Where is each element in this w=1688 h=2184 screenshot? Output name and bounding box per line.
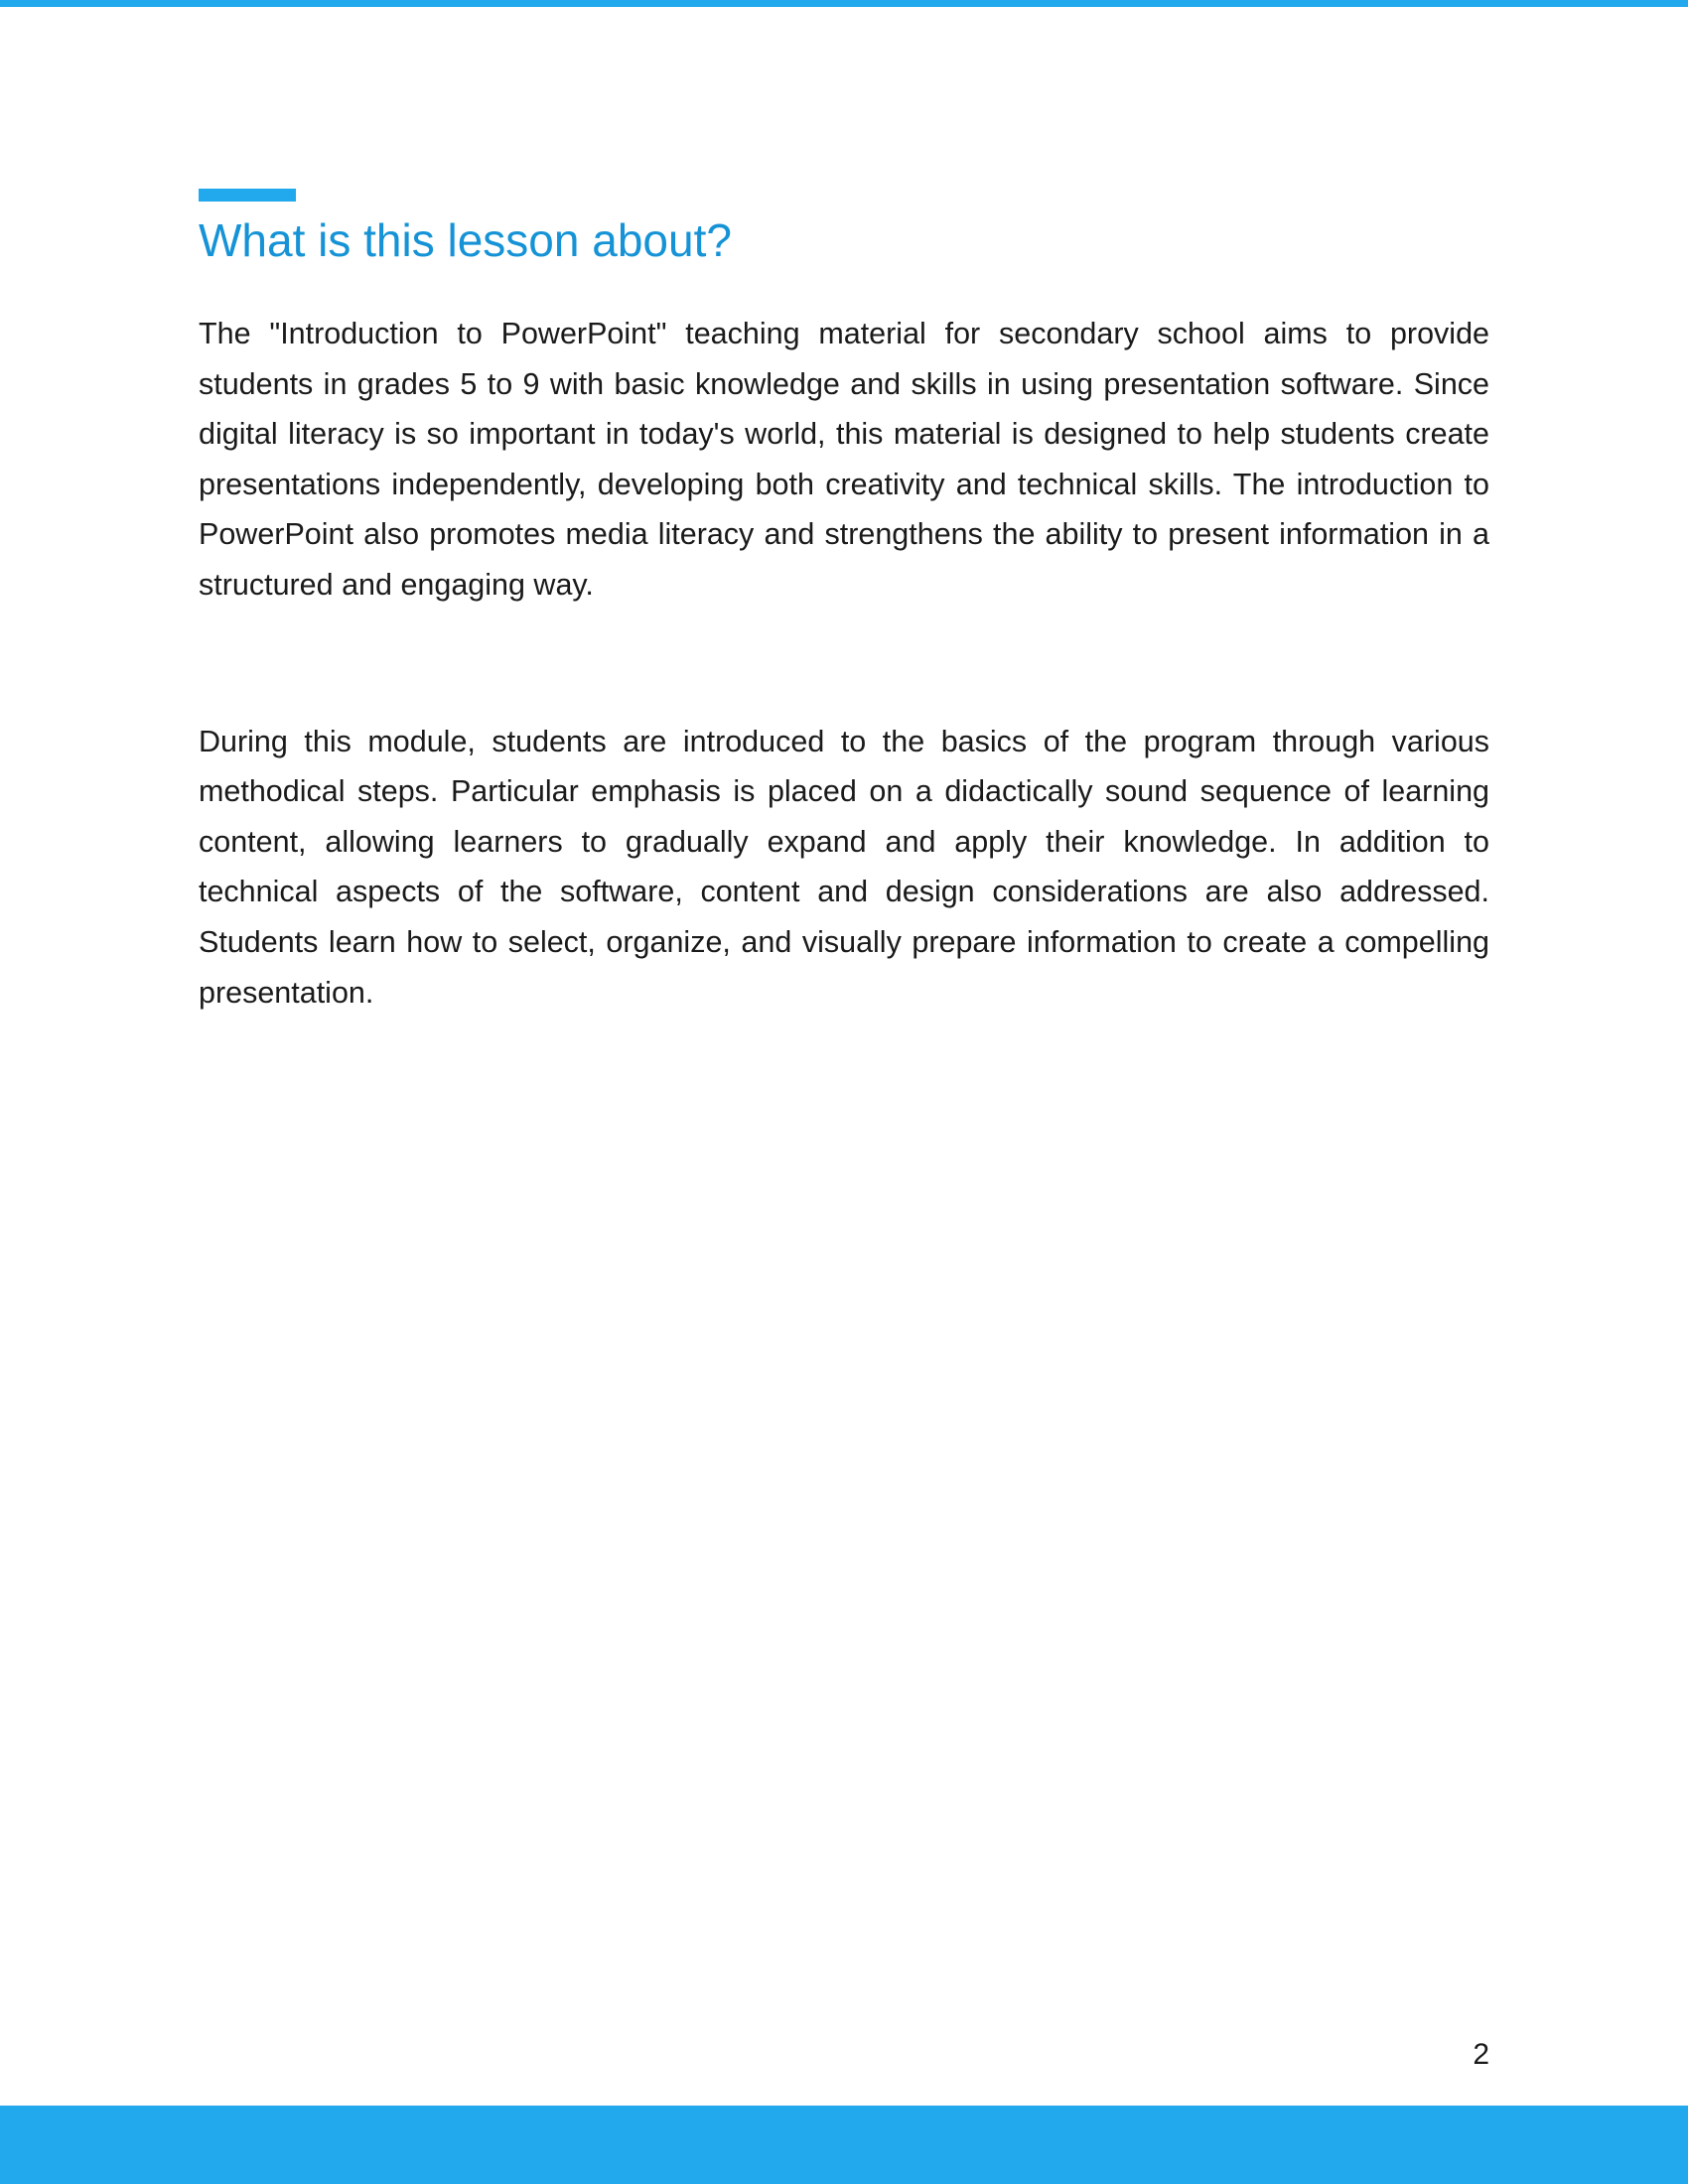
page-title: What is this lesson about? bbox=[199, 214, 732, 266]
lesson-body bbox=[199, 309, 1489, 1018]
heading-accent-bar bbox=[199, 189, 296, 202]
paragraph-module: During this module, students are introduced to the basics of the program through various methodical steps. Particular emphasis is placed on a didactically sound sequence of learning content, allowing learners to gradually expand and apply their knowledge. In addition to technical aspects of the software, content and design considerations are also addressed. Students learn how to select, organize, and visually prepare information to create a compelling presentation. bbox=[199, 724, 1489, 1010]
footer-band bbox=[0, 2106, 1688, 2184]
top-accent-rule bbox=[0, 0, 1688, 7]
paragraph-intro: The "Introduction to PowerPoint" teaching material for secondary school aims to provide students in grades 5 to 9 with basic knowledge and skills in using presentation software. Since digital literacy is so important in today's world, this material is designed to help students create presentations independently, developing both creativity and technical skills. The introduction to PowerPoint also promotes media literacy and strengthens the ability to present information in a structured and engaging way. bbox=[199, 317, 1489, 602]
page-number: 2 bbox=[1473, 2038, 1489, 2071]
